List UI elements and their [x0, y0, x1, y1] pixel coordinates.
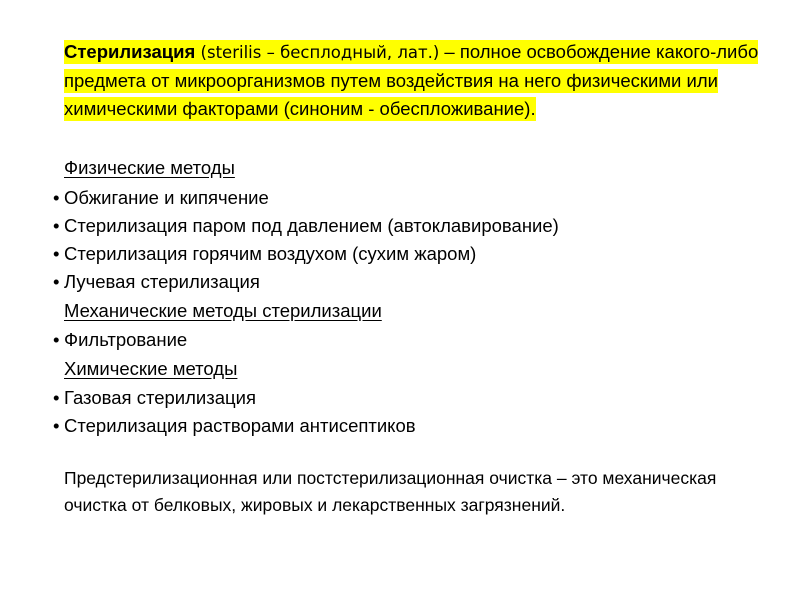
bullet-icon: •: [53, 187, 60, 208]
bullet-icon: •: [53, 243, 60, 264]
list-item: [53, 212, 559, 240]
list-item: [53, 240, 476, 268]
definition-text: – полное освобождение какого-либо предмета от микроорганизмов путем воздействия на него физическими или химическими факторами (синоним - обеспложивание).: [64, 41, 759, 119]
list-item-text: Стерилизация растворами антисептиков: [64, 415, 416, 436]
heading-mechanical-methods: Механические методы стерилизации: [64, 300, 382, 321]
bullet-icon: •: [53, 329, 60, 350]
list-item-text: Обжигание и кипячение: [64, 187, 269, 208]
list-item-text: Газовая стерилизация: [64, 387, 256, 408]
list-item: [53, 184, 269, 212]
bullet-icon: •: [53, 271, 60, 292]
list-item: [53, 412, 416, 440]
definition-paragraph: [64, 38, 774, 123]
note-paragraph: Предстерилизационная или постстерилизационная очистка – это механическая очистка от белковых, жировых и лекарственных загрязнений.: [64, 468, 717, 515]
heading-chemical-methods: Химические методы: [64, 358, 238, 379]
list-item-text: Лучевая стерилизация: [64, 271, 260, 292]
bullet-icon: •: [53, 415, 60, 436]
definition-highlight: [64, 40, 758, 121]
bullet-icon: •: [53, 215, 60, 236]
bullet-icon: •: [53, 387, 60, 408]
list-item-text: Стерилизация горячим воздухом (сухим жаром): [64, 243, 477, 264]
list-item: [53, 326, 187, 354]
heading-physical-methods: Физические методы: [64, 157, 235, 178]
definition-latin: (sterilis – бесплодный, лат.): [195, 43, 440, 62]
list-item-text: Стерилизация паром под давлением (автоклавирование): [64, 215, 559, 236]
list-item-text: Фильтрование: [64, 329, 188, 350]
list-item: [53, 268, 260, 296]
list-item: [53, 384, 256, 412]
definition-term: Стерилизация: [64, 41, 196, 62]
